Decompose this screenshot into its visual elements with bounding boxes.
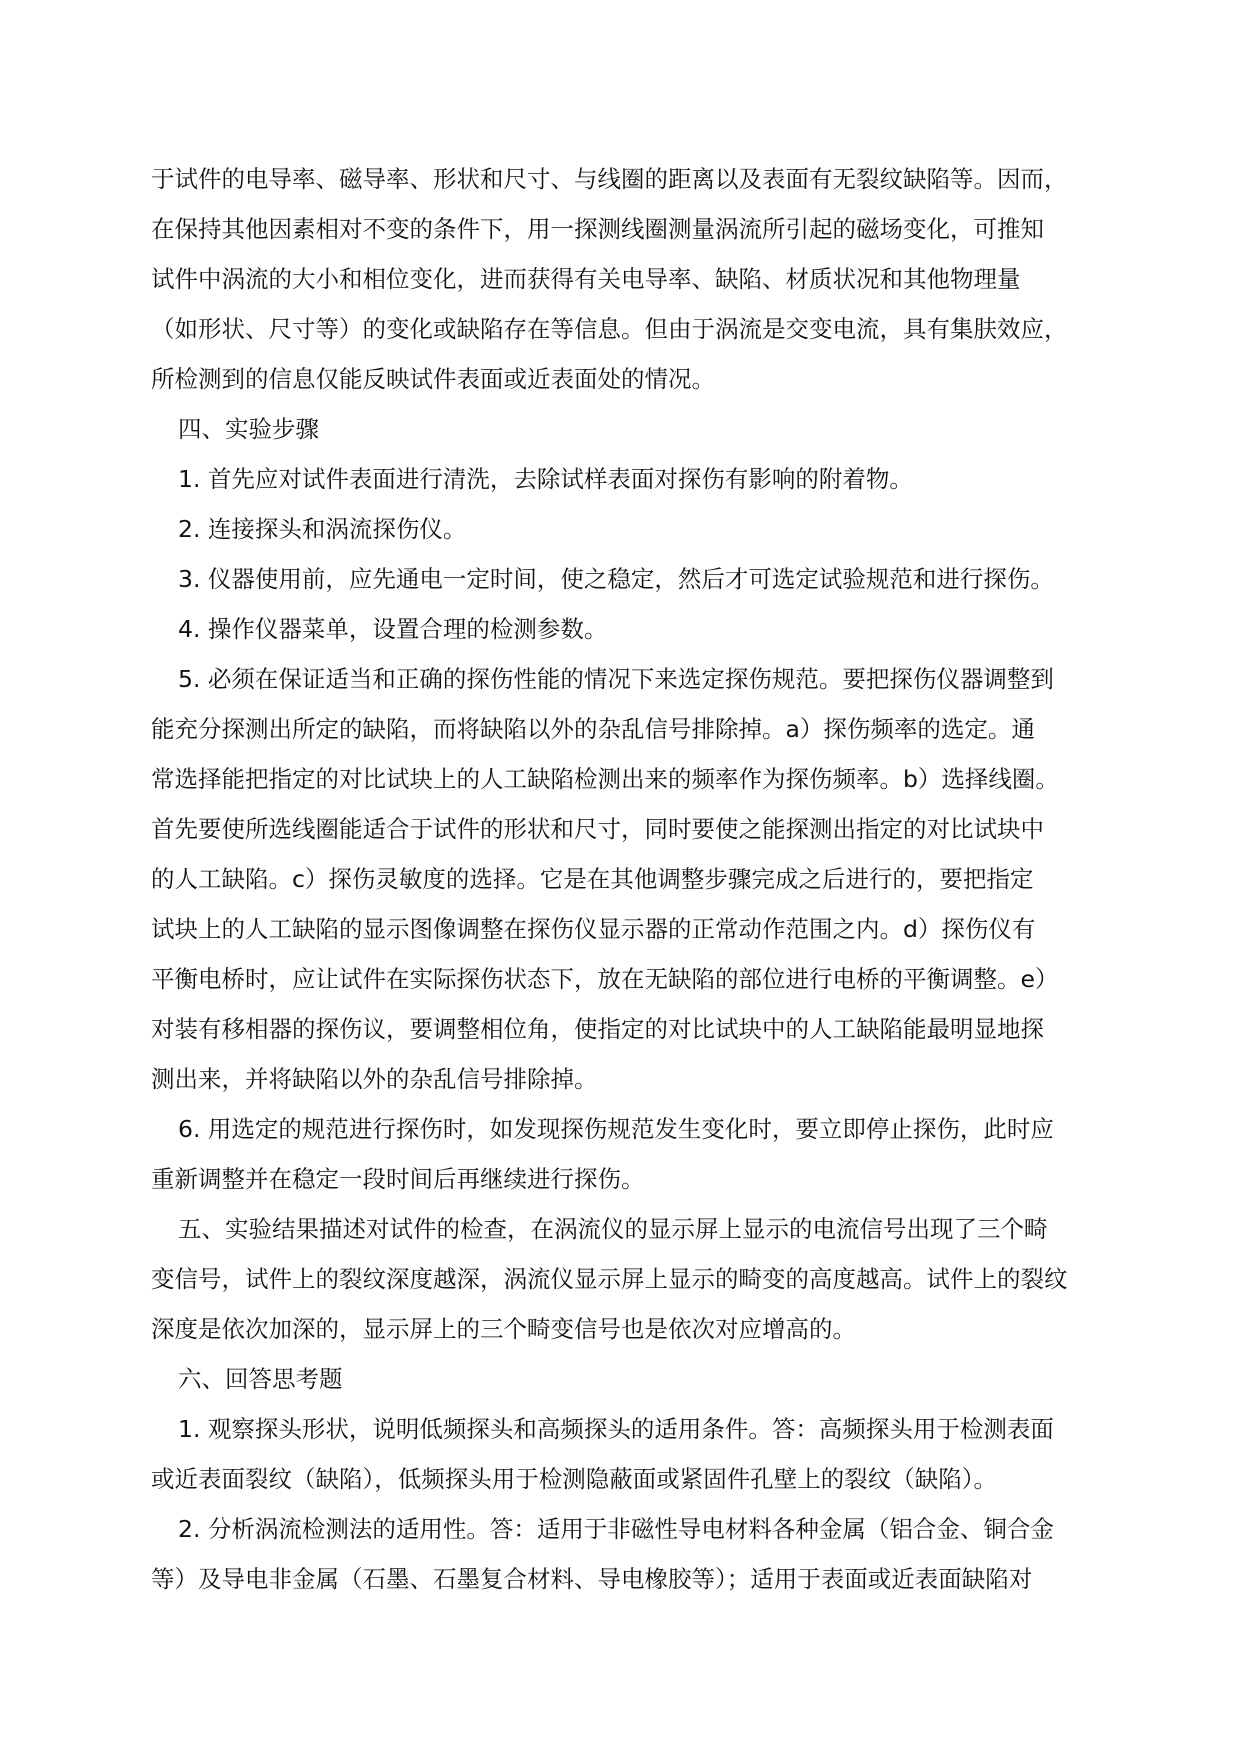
text-line: 平衡电桥时，应让试件在实际探伤状态下，放在无缺陷的部位进行电桥的平衡调整。e）: [151, 965, 1059, 993]
text-line: 深度是依次加深的，显示屏上的三个畸变信号也是依次对应增高的。: [151, 1315, 856, 1343]
step-item: 6. 用选定的规范进行探伤时，如发现探伤规范发生变化时，要立即停止探伤，此时应: [178, 1115, 1054, 1143]
step-item: 3. 仪器使用前，应先通电一定时间，使之稳定，然后才可选定试验规范和进行探伤。: [178, 565, 1054, 593]
text-line: 测出来，并将缺陷以外的杂乱信号排除掉。: [151, 1065, 598, 1093]
text-line: 所检测到的信息仅能反映试件表面或近表面处的情况。: [151, 365, 715, 393]
text-line: 首先要使所选线圈能适合于试件的形状和尺寸，同时要使之能探测出指定的对比试块中: [151, 815, 1044, 843]
section-heading: 六、回答思考题: [178, 1365, 343, 1393]
step-item: 4. 操作仪器菜单，设置合理的检测参数。: [178, 615, 608, 643]
step-item: 1. 首先应对试件表面进行清洗，去除试样表面对探伤有影响的附着物。: [178, 465, 913, 493]
text-line: 常选择能把指定的对比试块上的人工缺陷检测出来的频率作为探伤频率。b）选择线圈。: [151, 765, 1059, 793]
text-line: 在保持其他因素相对不变的条件下，用一探测线圈测量涡流所引起的磁场变化，可推知: [151, 215, 1044, 243]
section-heading: 四、实验步骤: [178, 415, 319, 443]
section-heading: 五、实验结果描述对试件的检查，在涡流仪的显示屏上显示的电流信号出现了三个畸: [178, 1215, 1048, 1243]
question-item: 2. 分析涡流检测法的适用性。答：适用于非磁性导电材料各种金属（铝合金、铜合金: [178, 1515, 1054, 1543]
text-line: 对装有移相器的探伤议，要调整相位角，使指定的对比试块中的人工缺陷能最明显地探: [151, 1015, 1044, 1043]
text-line: （如形状、尺寸等）的变化或缺陷存在等信息。但由于涡流是交变电流，具有集肤效应，: [151, 315, 1068, 343]
text-line: 或近表面裂纹（缺陷），低频探头用于检测隐蔽面或紧固件孔壁上的裂纹（缺陷）。: [151, 1465, 997, 1493]
text-line: 能充分探测出所定的缺陷，而将缺陷以外的杂乱信号排除掉。a）探伤频率的选定。通: [151, 715, 1035, 743]
question-item: 1. 观察探头形状，说明低频探头和高频探头的适用条件。答：高频探头用于检测表面: [178, 1415, 1054, 1443]
step-item: 2. 连接探头和涡流探伤仪。: [178, 515, 467, 543]
text-line: 的人工缺陷。c）探伤灵敏度的选择。它是在其他调整步骤完成之后进行的，要把指定: [151, 865, 1034, 893]
text-line: 变信号，试件上的裂纹深度越深，涡流仪显示屏上显示的畸变的高度越高。试件上的裂纹: [151, 1265, 1068, 1293]
step-item: 5. 必须在保证适当和正确的探伤性能的情况下来选定探伤规范。要把探伤仪器调整到: [178, 665, 1054, 693]
text-line: 于试件的电导率、磁导率、形状和尺寸、与线圈的距离以及表面有无裂纹缺陷等。因而，: [151, 165, 1068, 193]
text-line: 试块上的人工缺陷的显示图像调整在探伤仪显示器的正常动作范围之内。d）探伤仪有: [151, 915, 1036, 943]
text-line: 等）及导电非金属（石墨、石墨复合材料、导电橡胶等）；适用于表面或近表面缺陷对: [151, 1565, 1033, 1593]
document-body: [151, 154, 1096, 1604]
text-line: 重新调整并在稳定一段时间后再继续进行探伤。: [151, 1165, 645, 1193]
text-line: 试件中涡流的大小和相位变化，进而获得有关电导率、缺陷、材质状况和其他物理量: [151, 265, 1021, 293]
